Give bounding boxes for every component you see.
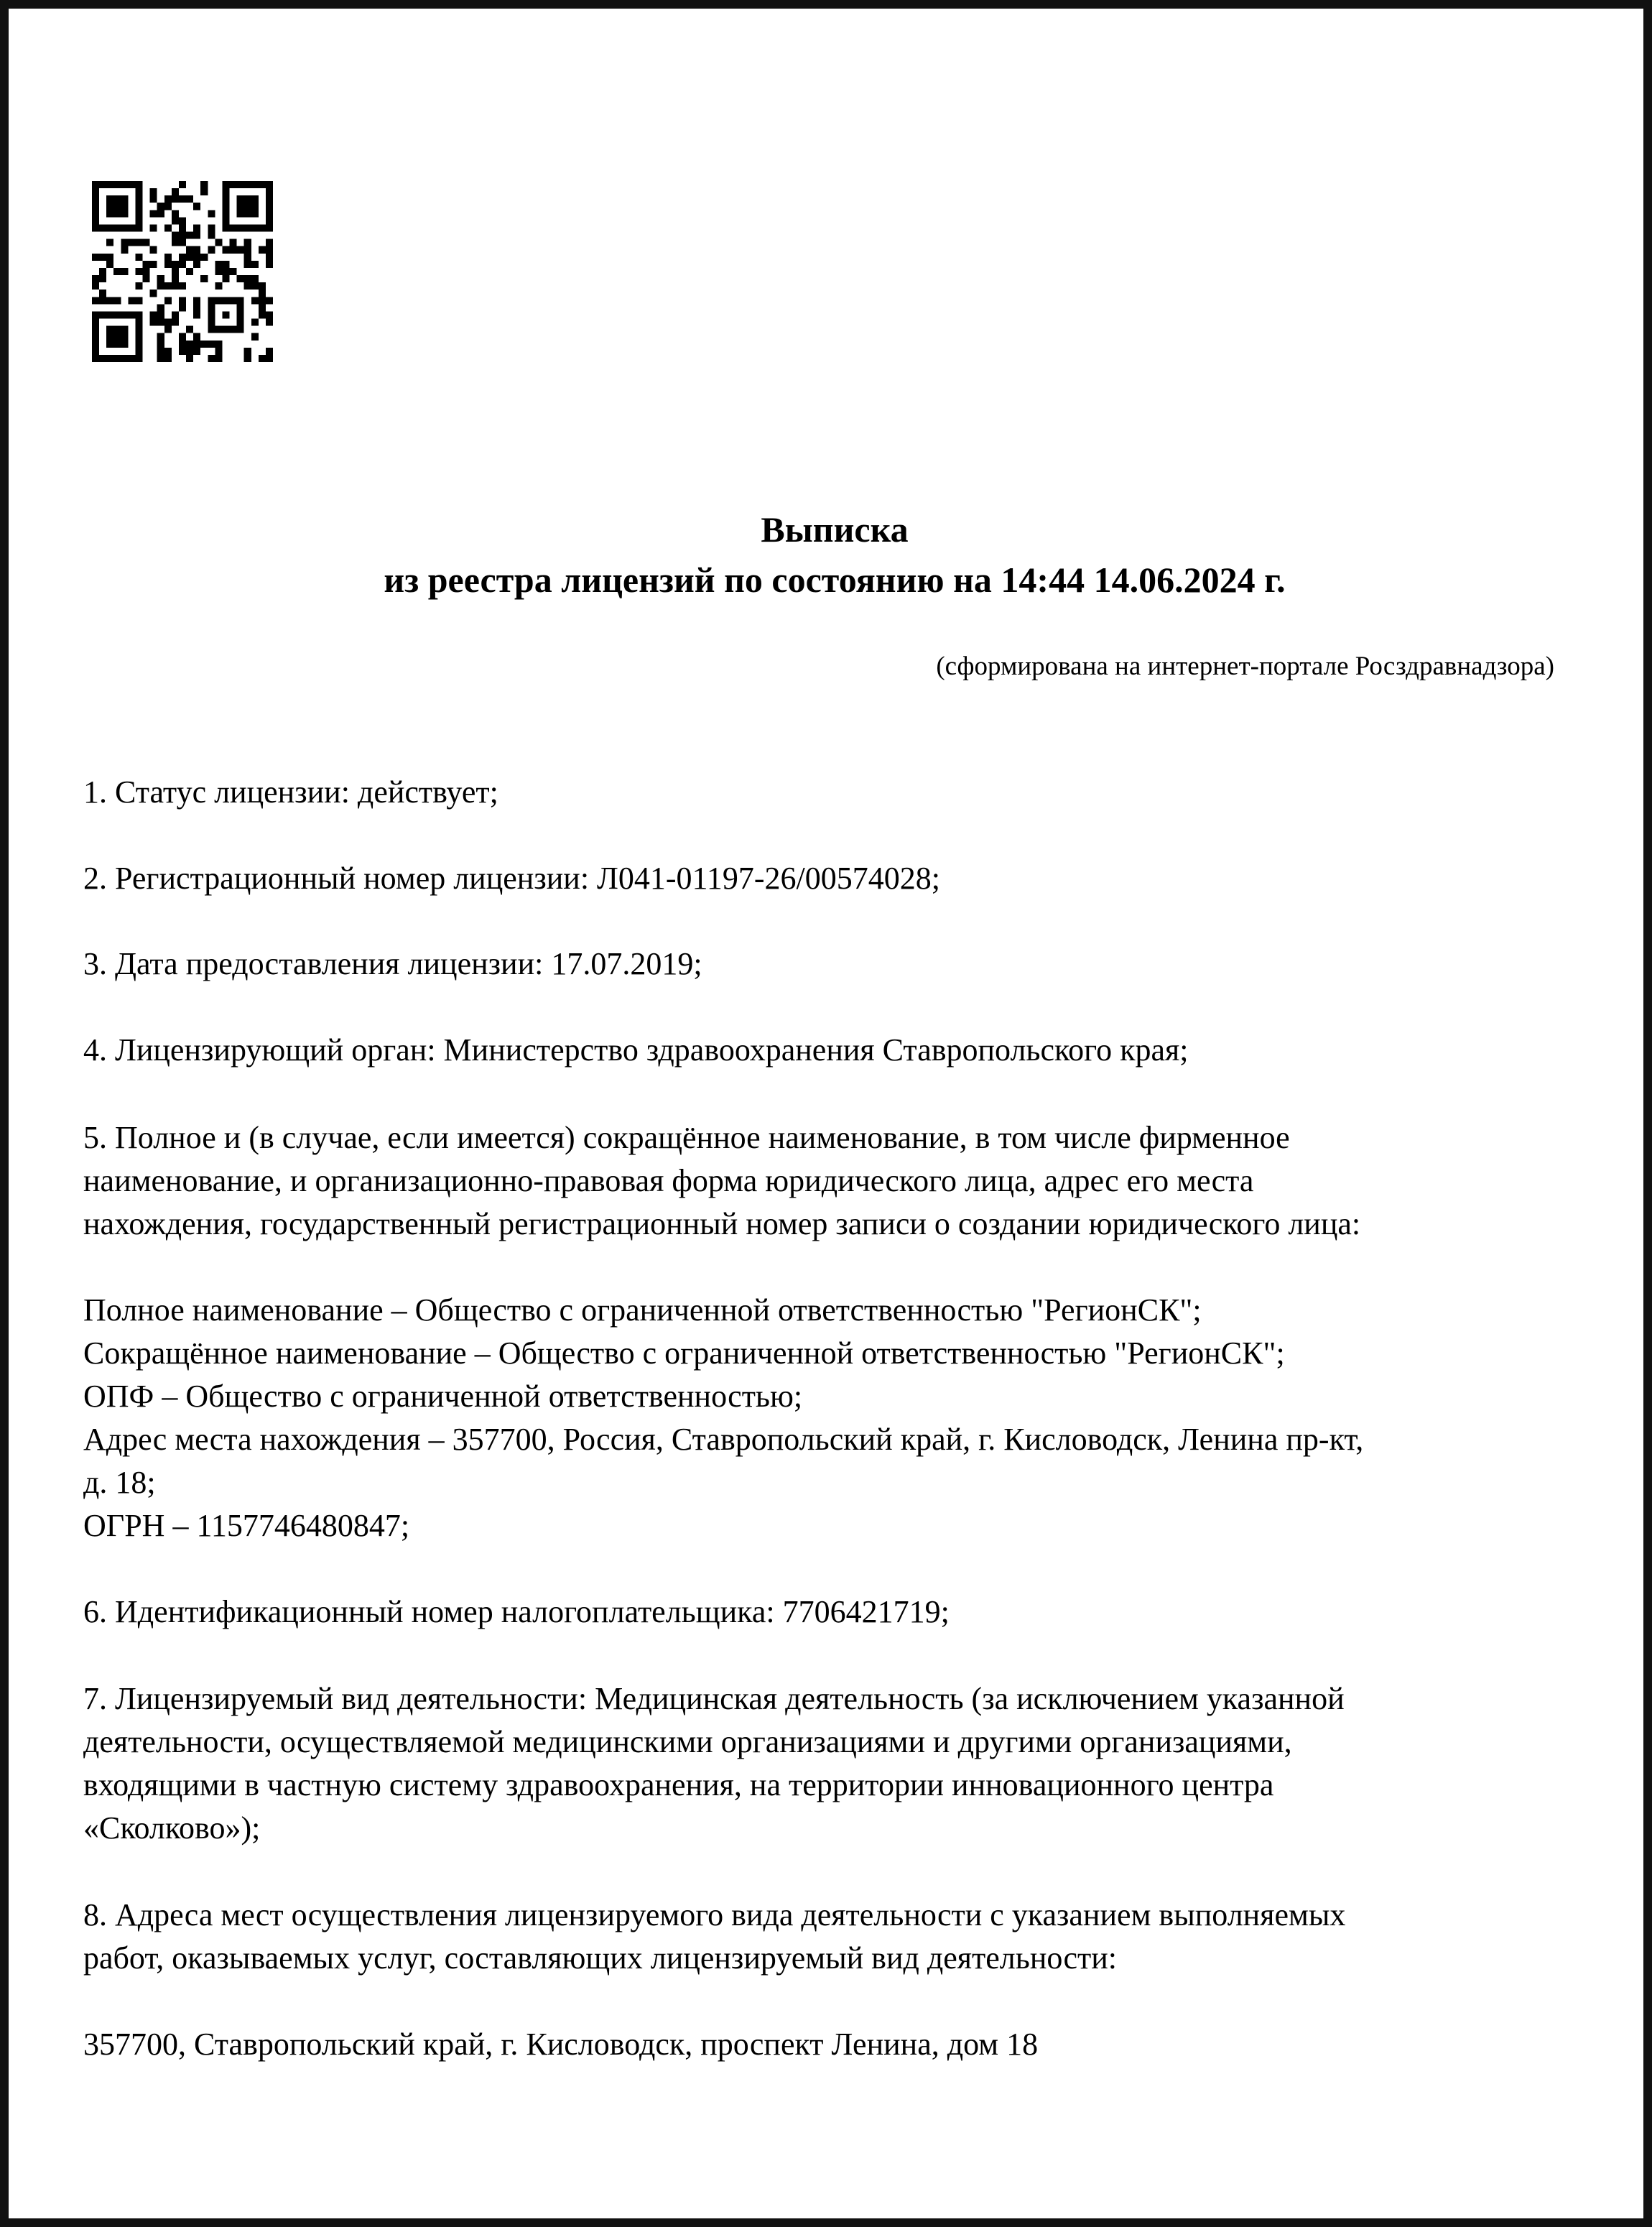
org-short-name: Сокращённое наименование – Общество с ограниченной ответственностью "РегионСК"; [83,1335,1285,1371]
activity-line: 7. Лицензируемый вид деятельности: Медицинская деятельность (за исключением указанной [83,1681,1345,1716]
activity-line: «Сколково»); [83,1810,261,1846]
org-ogrn: ОГРН – 1157746480847; [83,1508,410,1543]
document-title: Выписка [761,509,909,550]
org-full-name: Полное наименование – Общество с ограниченной ответственностью "РегионСК"; [83,1292,1202,1328]
qr-code [92,181,273,362]
place-address: 357700, Ставропольский край, г. Кисловодск, проспект Ленина, дом 18 [83,2027,1039,2062]
taxpayer-id: 6. Идентификационный номер налогоплательщика: 7706421719; [83,1594,950,1629]
org-intro-line: наименование, и организационно-правовая форма юридического лица, адрес его места [83,1163,1254,1198]
source-note: (сформирована на интернет-портале Росздравнадзора) [936,652,1554,681]
license-status: 1. Статус лицензии: действует; [83,774,498,810]
issue-date: 3. Дата предоставления лицензии: 17.07.2019; [83,946,702,981]
activity-line: входящими в частную систему здравоохранения, на территории инновационного центра [83,1767,1274,1802]
org-intro-line: нахождения, государственный регистрационный номер записи о создании юридического лица: [83,1206,1361,1241]
activity-line: деятельности, осуществляемой медицинскими организациями и другими организациями, [83,1724,1292,1759]
registration-number: 2. Регистрационный номер лицензии: Л041-01197-26/00574028; [83,861,941,896]
org-intro-line: 5. Полное и (в случае, если имеется) сокращённое наименование, в том числе фирменное [83,1120,1290,1155]
org-address-cont: д. 18; [83,1465,156,1500]
document-subtitle: из реестра лицензий по состоянию на 14:44 14.06.2024 г. [384,560,1286,600]
org-legal-form: ОПФ – Общество с ограниченной ответственностью; [83,1379,803,1414]
licensing-authority: 4. Лицензирующий орган: Министерство здравоохранения Ставропольского края; [83,1032,1189,1068]
places-intro-line: 8. Адреса мест осуществления лицензируемого вида деятельности с указанием выполняемых [83,1897,1346,1932]
places-intro-line: работ, оказываемых услуг, составляющих лицензируемый вид деятельности: [83,1940,1118,1976]
org-address: Адрес места нахождения – 357700, Россия, Ставропольский край, г. Кисловодск, Ленина пр-кт, [83,1422,1364,1457]
